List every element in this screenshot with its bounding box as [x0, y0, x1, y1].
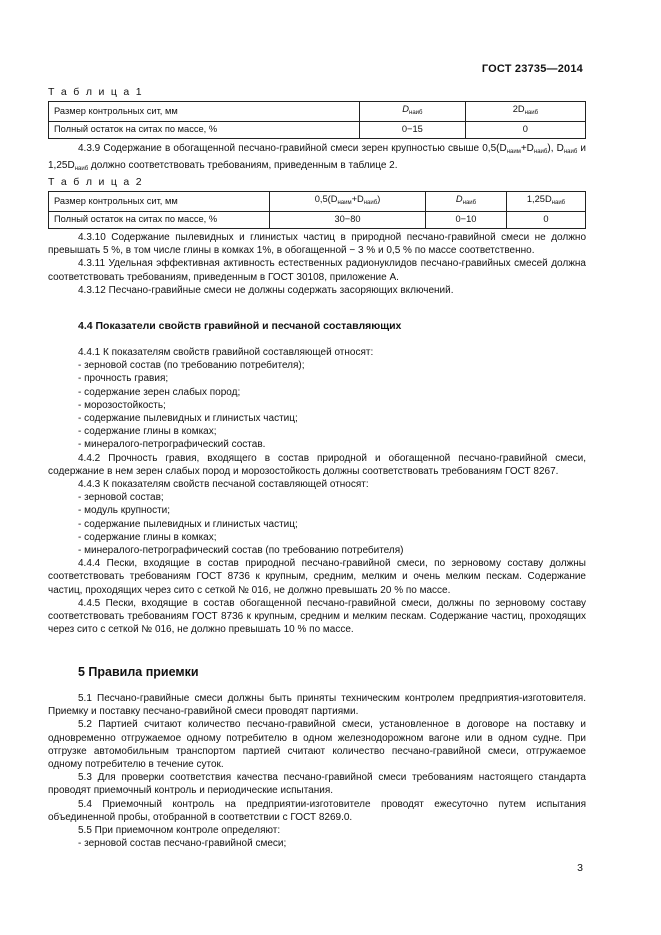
paragraph-4-3-11: 4.3.11 Удельная эффективная активность естественных радионуклидов песчано-гравийных смесей должна соответствовать требованиям, приведенным в ГОСТ 30108, приложение А. [48, 258, 586, 283]
section-4-4-heading-block [48, 320, 586, 333]
table-row [49, 122, 586, 138]
list-item: - прочность гравия; [78, 373, 169, 385]
table-cell: $0,5(D_{наим}+D_{наиб})$ [270, 192, 426, 212]
list-item: - содержание глины в комках; [78, 426, 217, 438]
table-row [49, 212, 586, 228]
table-cell: 0 [507, 212, 586, 228]
paragraph-4-4-1: 4.4.1 К показателям свойств гравийной составляющей относят: [78, 347, 374, 358]
gravel-properties-list [48, 359, 586, 451]
paragraph-4-4-5: 4.4.5 Пески, входящие в состав обогащенной песчано-гравийной смеси, должны по зерновому составу соответствовать требованиям ГОСТ 8736 к крупным, средним и мелким пескам. Содержание частиц, проходящих через сито с сеткой № 016, не должно превышать 10 % по массе. [48, 597, 586, 636]
list-item: - модуль крупности; [78, 505, 171, 517]
table-cell: 30−80 [270, 212, 426, 228]
table-cell: $D_{наиб}$ [360, 102, 466, 122]
list-item: - минералого-петрографический состав (по требованию потребителя) [78, 545, 404, 557]
table-cell: $2D_{наиб}$ [465, 102, 585, 122]
acceptance-list [48, 837, 586, 850]
section-5-heading: 5 Правила приемки [78, 665, 199, 679]
paragraph-5-3: 5.3 Для проверки соответствия качества песчано-гравийной смеси требованиям настоящего стандарта проводят приемочный контроль и периодические испытания. [48, 772, 586, 797]
list-item: - минералого-петрографический состав. [78, 439, 266, 451]
table-2-block [48, 176, 586, 229]
table-cell: Размер контрольных сит, мм [49, 192, 270, 212]
table-2-caption: Т а б л и ц а 2 [48, 176, 144, 188]
table-1 [48, 101, 586, 138]
table-1-caption: Т а б л и ц а 1 [48, 86, 144, 98]
list-item: - содержание зерен слабых пород; [78, 386, 241, 398]
table-cell: $1,25D_{наиб}$ [507, 192, 586, 212]
table-row [49, 102, 586, 122]
table-cell: 0−15 [360, 122, 466, 138]
table-row [49, 192, 586, 212]
list-item: - зерновой состав; [78, 492, 164, 504]
table-cell: Полный остаток на ситах по массе, % [49, 212, 270, 228]
document-header: ГОСТ 23735—2014 [481, 63, 583, 75]
paragraph-5-2: 5.2 Партией считают количество песчано-гравийной смеси, установленное в договоре на поставку и одновременно отгружаемое одному потребителю в одном железнодорожном вагоне или в одном судне. При отгрузке автомобильным транспортом партией считают количество песчано-гравийной смеси, отгружаемое одному потребителю в течение суток. [48, 719, 586, 771]
paragraph-5-1: 5.1 Песчано-гравийные смеси должны быть приняты техническим контролем предприятия-изготовителя. Приемку и поставку песчано-гравийной смеси проводят партиями. [48, 693, 586, 718]
paragraphs-4-3 [48, 231, 586, 297]
list-item: - содержание пылевидных и глинистых частиц; [78, 518, 298, 530]
section-5-body [48, 692, 586, 850]
paragraph-4-4-3: 4.4.3 К показателям свойств песчаной составляющей относят: [78, 479, 369, 491]
list-item: - содержание глины в комках; [78, 531, 217, 543]
list-item: - зерновой состав (по требованию потребителя); [78, 360, 305, 372]
section-5-heading-block [48, 666, 586, 679]
sand-properties-list [48, 491, 586, 557]
table-1-block [48, 86, 586, 139]
table-2 [48, 191, 586, 228]
table-cell: Размер контрольных сит, мм [49, 102, 360, 122]
paragraph-4-4-4: 4.4.4 Пески, входящие в состав природной песчано-гравийной смеси, по зерновому составу должны соответствовать требованиям ГОСТ 8736 к крупным, средним, мелким и очень мелким пескам. Содержание частиц, проходящих через сито с сеткой № 016, не должно превышать 20 % по массе. [48, 558, 586, 596]
section-4-4-body [48, 346, 586, 636]
paragraph-5-5: 5.5 При приемочном контроле определяют: [78, 825, 281, 837]
paragraph-4-4-2: 4.4.2 Прочность гравия, входящего в состав природной и обогащенной песчано-гравийной смеси, содержание в нем зерен слабых пород и морозостойкость должны соответствовать требованиям ГОСТ 8267. [48, 452, 586, 477]
list-item: - морозостойкость; [78, 399, 166, 411]
list-item: - содержание пылевидных и глинистых частиц; [78, 413, 298, 425]
paragraph-4-3-12: 4.3.12 Песчано-гравийные смеси не должны содержать засоряющих включений. [78, 284, 454, 296]
list-item: - зерновой состав песчано-гравийной смеси; [78, 838, 287, 850]
table-cell: 0 [465, 122, 585, 138]
paragraph-4-3-10: 4.3.10 Содержание пылевидных и глинистых частиц в природной песчано-гравийной смеси не должно превышать 5 %, в том числе глины в комках 1%, в обогащенной − 3 % и 0,5 % по массе соответственно. [48, 232, 586, 257]
section-4-4-heading: 4.4 Показатели свойств гравийной и песчаной составляющих [78, 320, 402, 332]
table-cell: Полный остаток на ситах по массе, % [49, 122, 360, 138]
table-cell: 0−10 [426, 212, 507, 228]
table-cell: $D_{наиб}$ [426, 192, 507, 212]
page-number: 3 [577, 862, 583, 874]
paragraph-5-4: 5.4 Приемочный контроль на предприятии-изготовителе проводят ежесуточно путем испытания объединенной пробы, отобранной в соответствии с ГОСТ 8269.0. [48, 798, 586, 823]
paragraph-4-3-9: 4.3.9 Содержание в обогащенной песчано-гравийной смеси зерен крупностью свыше $0,5(D_{наим}+D_{наиб})$, $D_{наиб}$ и $1,25D_{наиб}$ должно соответствовать требованиям, приведенным в таблице 2. [48, 143, 586, 173]
